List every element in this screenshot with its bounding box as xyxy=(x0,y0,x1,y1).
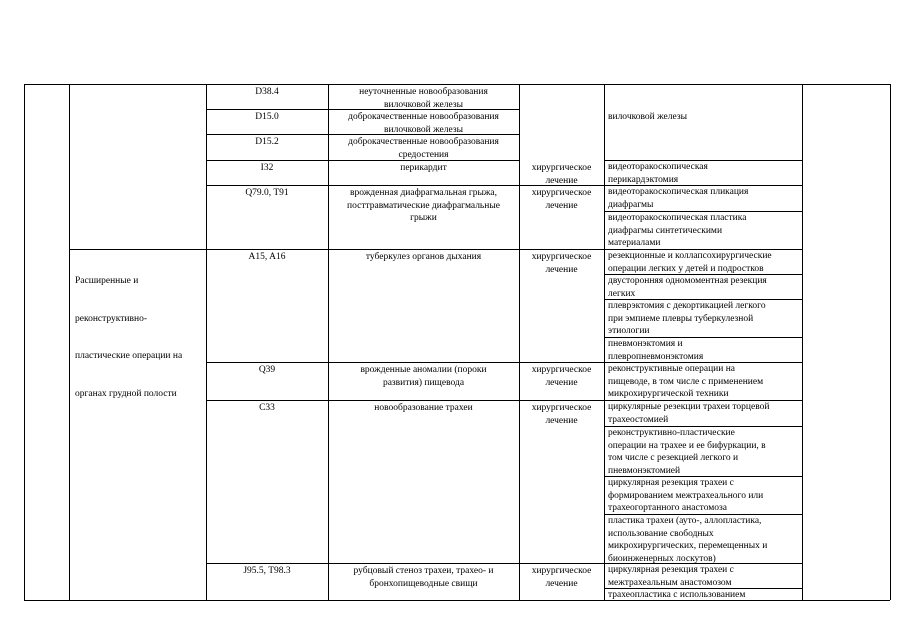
grid-line xyxy=(24,84,25,600)
cell-line: туберкулез органов дыхания xyxy=(365,252,482,262)
cell-line: хирургическое xyxy=(531,365,592,375)
treatment-cell xyxy=(519,251,604,276)
grid-line xyxy=(519,400,604,401)
code-cell: I32 xyxy=(260,163,274,173)
treatment-cell xyxy=(519,364,604,389)
method-cell xyxy=(608,300,766,338)
cell-line: том числе с резекцией легкого и xyxy=(608,453,739,463)
cell-line: плевропневмонэктомия xyxy=(608,351,704,362)
cell-line: Расширенные и xyxy=(75,276,139,286)
code-cell: Q79.0, T91 xyxy=(245,188,289,198)
method-cell xyxy=(608,161,708,186)
cell-line: врожденная диафрагмальная грыжа, xyxy=(349,188,498,198)
cell-line: операции на трахее и ее бифуркации, в xyxy=(608,440,766,451)
cell-line: лечение xyxy=(545,415,578,426)
grid-line xyxy=(24,600,890,601)
grid-line xyxy=(206,362,519,363)
cell-line: двусторонняя одномоментная резекция xyxy=(608,276,767,286)
cell-line: пластика трахеи (ауто-, аллопластика, xyxy=(608,516,762,526)
cell-line: циркулярная резекция трахеи с xyxy=(608,478,734,488)
method-cell xyxy=(608,363,763,401)
grid-line xyxy=(519,563,604,564)
cell-line: хирургическое xyxy=(531,163,592,173)
diagnosis-cell xyxy=(328,111,519,136)
cell-line: циркулярная резекция трахеи с xyxy=(608,565,734,575)
cell-line: вилочковой железы xyxy=(608,112,687,122)
cell-line: неуточненные новообразования xyxy=(359,87,488,97)
method-cell xyxy=(608,212,746,250)
cell-line: реконструктивно- xyxy=(75,313,148,324)
cell-line: этиологии xyxy=(608,326,650,336)
cell-line: видеоторакоскопическая пластика xyxy=(608,213,747,223)
grid-line xyxy=(206,563,519,564)
grid-line xyxy=(519,249,604,250)
cell-line: формированием межтрахеального или xyxy=(608,490,764,501)
cell-line: перикардэктомия xyxy=(608,174,679,185)
cell-line: легких xyxy=(608,288,636,299)
code-cell: A15, A16 xyxy=(248,252,286,262)
cell-line: микрохирургических, перемещенных и xyxy=(608,541,768,551)
method-cell xyxy=(608,589,745,602)
code-cell: Q39 xyxy=(258,365,276,375)
cell-line: микрохирургической техники xyxy=(608,389,729,399)
grid-line xyxy=(24,84,890,85)
cell-line: резекционные и коллапсохирургические xyxy=(608,251,772,261)
cell-line: органах грудной полости xyxy=(75,388,177,399)
cell-line: врожденные аномалии (пороки xyxy=(360,365,487,375)
cell-line: посттравматические диафрагмальные xyxy=(347,200,500,211)
grid-line xyxy=(890,84,891,600)
cell-line: биоинженерных лоскутов) xyxy=(608,553,716,564)
diagnosis-cell xyxy=(328,162,519,175)
code-cell: D15.0 xyxy=(255,112,279,122)
method-cell xyxy=(608,564,734,589)
method-cell xyxy=(608,250,772,275)
cell-line: материалами xyxy=(608,238,661,248)
method-cell xyxy=(608,186,748,211)
method-cell xyxy=(608,338,703,363)
cell-line: доброкачественные новообразования xyxy=(348,112,499,122)
cell-line: реконструктивно-пластические xyxy=(608,428,735,438)
code-cell: C33 xyxy=(259,403,275,413)
grid-line xyxy=(69,84,70,600)
cell-line: доброкачественные новообразования xyxy=(348,137,499,147)
cell-line: грыжи xyxy=(410,213,437,223)
grid-line xyxy=(206,400,519,401)
cell-line: вилочковой железы xyxy=(384,124,463,135)
cell-line: пневмонэктомией xyxy=(608,465,681,476)
cell-line: видеоторакоскопическая xyxy=(608,162,708,172)
cell-line: операции легких у детей и подростков xyxy=(608,263,764,274)
cell-line: средостения xyxy=(398,149,449,160)
cell-line: трахеостомией xyxy=(608,414,669,425)
cell-line: лечение xyxy=(545,377,578,388)
cell-line: трахеогортанного анастомоза xyxy=(608,503,727,513)
cell-line: лечение xyxy=(545,175,578,186)
method-cell xyxy=(608,427,766,477)
cell-line: перикардит xyxy=(400,163,447,173)
section-name-cell xyxy=(75,250,182,425)
cell-line: хирургическое xyxy=(531,188,592,198)
cell-line: диафрагмы xyxy=(608,199,654,210)
cell-line: бронхопищеводные свищи xyxy=(369,578,478,589)
cell-line: развития) пищевода xyxy=(382,377,465,388)
cell-line: плеврэктомия с декортикацией легкого xyxy=(608,301,766,311)
grid-line xyxy=(206,185,519,186)
cell-line: пластические операции на xyxy=(75,351,183,361)
grid-line xyxy=(519,362,604,363)
treatment-cell xyxy=(519,402,604,427)
grid-line xyxy=(206,249,519,250)
treatment-cell xyxy=(519,565,604,590)
cell-line: межтрахеальным анастомозом xyxy=(608,577,732,588)
diagnosis-cell xyxy=(328,86,519,111)
cell-line: хирургическое xyxy=(531,403,592,413)
code-cell: J95.5, T98.3 xyxy=(243,566,291,576)
cell-line: хирургическое xyxy=(531,566,592,576)
cell-line: пищеводе, в том числе с применением xyxy=(608,376,764,387)
treatment-cell xyxy=(519,187,604,212)
cell-line: циркулярные резекции трахеи торцевой xyxy=(608,402,770,412)
cell-line: хирургическое xyxy=(531,252,592,262)
cell-line: лечение xyxy=(545,264,578,275)
diagnosis-cell xyxy=(328,187,519,225)
grid-line xyxy=(604,84,605,600)
cell-line: диафрагмы синтетическими xyxy=(608,225,723,236)
method-cell xyxy=(608,515,767,565)
cell-line: видеоторакоскопическая пликация xyxy=(608,187,749,197)
cell-line: вилочковой железы xyxy=(384,99,463,110)
treatment-cell xyxy=(519,162,604,187)
cell-line: использование свободных xyxy=(608,528,714,539)
method-cell xyxy=(608,275,767,300)
cell-line: при эмпиеме плевры туберкулезной xyxy=(608,313,754,324)
method-cell xyxy=(608,401,769,426)
diagnosis-cell xyxy=(328,364,519,389)
diagnosis-cell xyxy=(328,565,519,590)
code-cell: D38.4 xyxy=(255,87,279,97)
method-cell xyxy=(608,477,763,515)
grid-line xyxy=(802,84,803,600)
carryover-method xyxy=(608,86,687,149)
cell-line: лечение xyxy=(545,200,578,211)
diagnosis-cell xyxy=(328,136,519,161)
cell-line: пневмонэктомия и xyxy=(608,339,683,349)
diagnosis-cell xyxy=(328,251,519,264)
cell-line: рубцовый стеноз трахеи, трахео- и xyxy=(353,566,494,576)
cell-line: лечение xyxy=(545,578,578,589)
cell-line: новообразование трахеи xyxy=(374,403,473,413)
cell-line: трахеопластика с использованием xyxy=(608,590,746,600)
cell-line: реконструктивные операции на xyxy=(608,364,736,374)
diagnosis-cell xyxy=(328,402,519,415)
code-cell: D15.2 xyxy=(255,137,279,147)
